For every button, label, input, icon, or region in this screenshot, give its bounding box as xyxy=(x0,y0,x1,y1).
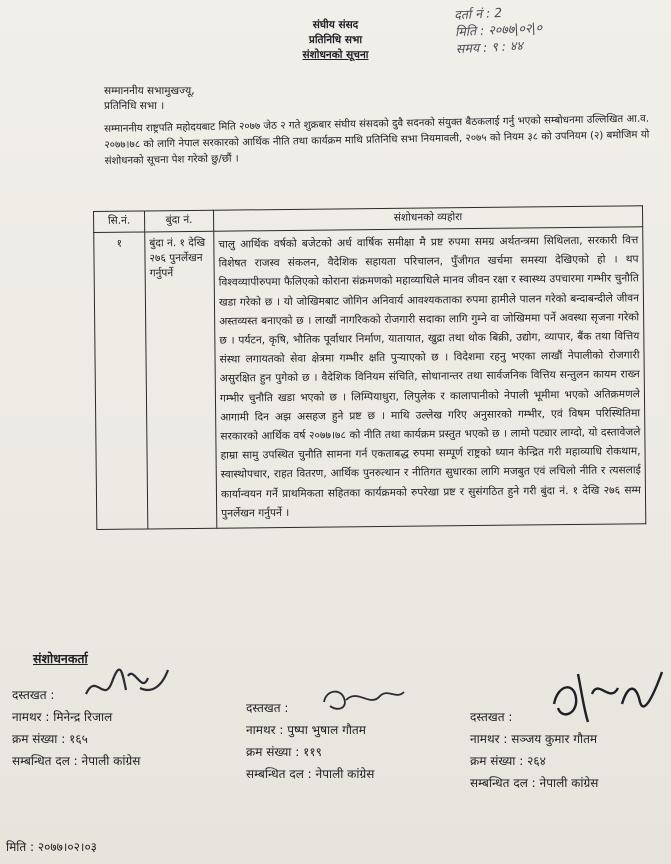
cell-amendment-text: चालु आर्थिक वर्षको बजेटको अर्ध वार्षिक समीक्षा मै प्रष्ट रुपमा समग्र अर्थतन्त्रमा सिथिलता, सरकारी वित्त विशेषत राजस्व संकलन, वैदेशिक सहायता परिचालन, पुँजीगत खर्चमा समस्या देखिएको हो । थप विश्वव्यापीरुपमा फैलिएको कोराना संक्रमणको महाव्याधिले मानव जीवन रक्षा र स्वास्थ्य उपचारमा गम्भीर चुनौति खडा गरेको छ । यो जोखिमबाट जोगिन अनिवार्य आवश्यकताका रुपमा हामीले पालन गरेको बन्दाबन्दीले जीवन अस्तव्यस्त बनाएको छ । लाखौं नागरिकको रोजगारी सदाका लागि गुम्ने वा जोखिममा पर्ने अवस्था सृजना गरेको छ । पर्यटन, कृषि, भौतिक पूर्वाधार निर्माण, यातायात, खुद्रा तथा थोक बिक्री, उद्योग, व्यापार, बैंक तथा वित्तिय संस्था लगायतको सेवा क्षेत्रमा गम्भीर क्षति पुऱ्याएको छ । विदेशमा रहनु भएका लाखौं नेपालीको रोजगारी असुरक्षित हुन पुगेको छ । वैदेशिक विनियम संचिति, सोधानान्तर तथा सार्वजनिक वित्तिय सन्तुलन कायम राख्न गम्भीर चुनौति खडा भएको छ । लिम्पियाधुरा, लिपुलेक र कालापानीको नेपाली भूमीमा भएको अतिक्रमणले आगामी दिन अझ असहज हुने प्रष्ट छ । माथि उल्लेख गरिए अनुसारको गम्भीर, एवं विषम परिस्थितिमा सरकारको आर्थिक वर्ष २०७७।७८ को नीति तथा कार्यक्रम प्रस्तुत भएको छ । लामो पट्यार लाग्दो, यो दस्तावेजले हाम्रा सामु उपस्थित चुनौति सामना गर्न एकताबद्ध रुपमा सम्पूर्ण राष्ट्रको ध्यान केन्द्रित गरी महाव्याधि रोकथाम, स्वास्थोपचार, राहत वितरण, आर्थिक पुनरुत्थान र नीतिगत सुधारका लागि मजबुत एवं लचिलो नीति र त्यसलाई कार्यान्वयन गर्ने प्राथमिकता सहितका कार्यक्रमको रुपरेखा प्रष्ट र सुसंगठित हुने गरी बुंदा नं. १ देखि २७६ सम्म पुनर्लेखन गर्नुपर्ने । xyxy=(214,227,646,529)
registration-time: समय : ९ : ४४ xyxy=(455,37,524,57)
cell-point: बुंदा नं. १ देखि २७६ पुनर्लेखन गर्नुपर्ने xyxy=(145,231,217,529)
signature-1-graphic xyxy=(82,664,172,708)
cell-serial: १ xyxy=(94,232,148,530)
signature-3-graphic xyxy=(548,664,666,726)
header-notice-title: संशोधनको सूचना xyxy=(302,49,369,61)
signatory-name: सञ्जय कुमार गौतम xyxy=(511,732,598,746)
salutation-line1: सम्माननीय सभामुखज्यू, xyxy=(104,85,195,97)
table-row xyxy=(94,227,646,530)
party-label: सम्बन्धित दल : xyxy=(12,754,78,768)
party-label: सम्बन्धित दल : xyxy=(470,776,536,790)
amendment-table xyxy=(93,205,646,530)
number-label: क्रम संख्या : xyxy=(470,754,524,768)
signatory-party: नेपाली कांग्रेस xyxy=(539,776,599,790)
sign-label: दस्तखत : xyxy=(246,701,289,715)
signatory-number: १६५ xyxy=(69,732,88,746)
header-house: प्रतिनिधि सभा xyxy=(308,34,363,46)
document-date: मिति : २०७७।०२।०३ xyxy=(6,840,97,854)
name-label: नामथर : xyxy=(12,710,50,724)
number-label: क्रम संख्या : xyxy=(12,732,66,746)
header-parliament: संघीय संसद xyxy=(312,19,359,31)
sign-label: दस्तखत : xyxy=(470,710,513,724)
salutation-line2: प्रतिनिधि सभा । xyxy=(104,100,165,112)
registration-date: मिति : २०७७|०२|० xyxy=(454,19,543,40)
document-header xyxy=(0,18,671,63)
signatory-party: नेपाली कांग्रेस xyxy=(315,767,375,781)
number-label: क्रम संख्या : xyxy=(246,745,300,759)
signatory-number: ११९ xyxy=(303,745,322,759)
sign-label: दस्तखत : xyxy=(12,688,55,702)
salutation xyxy=(104,84,195,114)
signatory-name: मिनेन्द्र रिजाल xyxy=(53,710,113,724)
party-label: सम्बन्धित दल : xyxy=(246,767,312,781)
header-serial: सि.नं. xyxy=(94,211,145,233)
signature-2-graphic xyxy=(318,682,408,716)
signatory-number: २६४ xyxy=(527,754,546,768)
signatory-name: पुष्पा भुषाल गौतम xyxy=(287,723,366,737)
name-label: नामथर : xyxy=(470,732,508,746)
header-amendment: संशोधनको व्यहोरा xyxy=(213,206,642,231)
proposers-heading: संशोधनकर्ता xyxy=(33,651,88,666)
signatory-party: नेपाली कांग्रेस xyxy=(81,754,141,768)
intro-paragraph: सम्माननीय राष्ट्रपति महोदयबाट मिति २०७७ जेठ २ गते शुक्रबार संघीय संसदको दुवै सदनको संयुक्त बैठकलाई गर्नु भएको सम्बोधनमा उल्लिखित आ.व. २०७७।७८ को लागि नेपाल सरकारको आर्थिक नीति तथा कार्यक्रम माथि प्रतिनिधि सभा नियमावली, २०७५ को नियम ३८ को उपनियम (२) बमोजिम यो संशोधनको सूचना पेश गरेको छु/छौं । xyxy=(104,113,650,167)
registration-number: दर्ता नं : 2 xyxy=(453,4,503,23)
name-label: नामथर : xyxy=(246,723,284,737)
header-point: बुंदा नं. xyxy=(145,210,214,232)
